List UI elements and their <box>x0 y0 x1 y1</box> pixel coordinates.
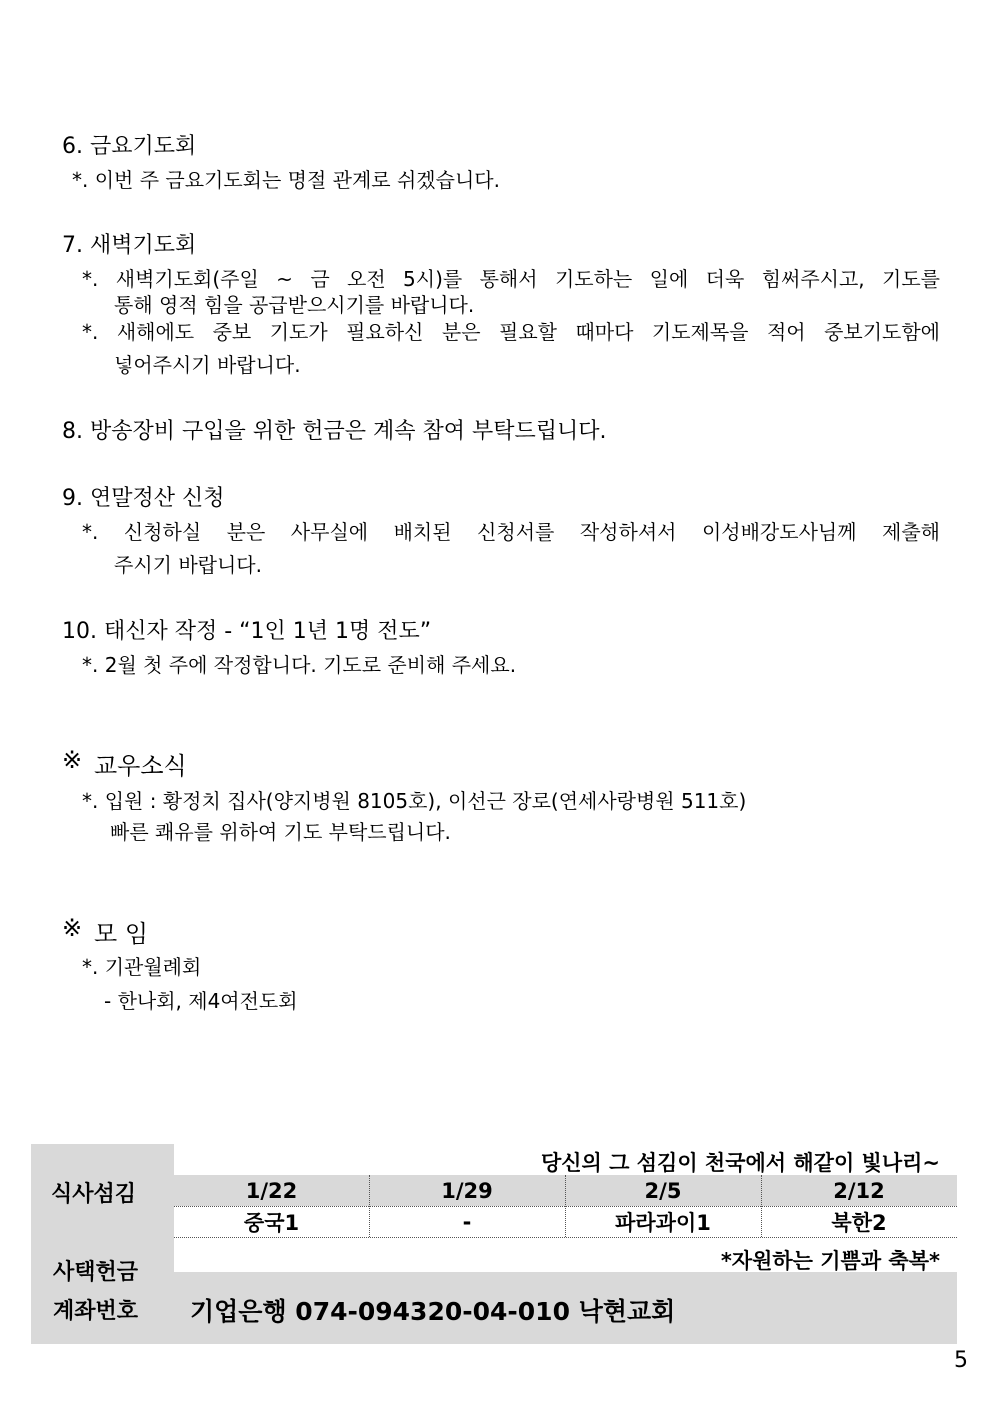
reference-mark-icon: ※ <box>62 914 83 942</box>
account-label: 계좌번호 <box>53 1299 139 1324</box>
date-cell: 1/29 <box>441 1178 493 1203</box>
team-cell: 북한2 <box>831 1210 887 1235</box>
news-line-2: 빠른 쾌유를 위하여 기도 부탁드립니다. <box>110 820 451 844</box>
team-cell: 중국1 <box>243 1210 300 1235</box>
section-7-item-1-line1: *. 새벽기도회(주일 ~ 금 오전 5시)를 통해서 기도하는 일에 더욱 힘써주시고, 기도를 <box>82 267 940 291</box>
section-7-title: 7. 새벽기도회 <box>62 233 197 258</box>
account-number: 기업은행 074-094320-04-010 낙현교회 <box>190 1297 676 1326</box>
meeting-title: 모 임 <box>94 920 148 948</box>
serving-label: 식사섬김 <box>51 1182 137 1207</box>
date-cell: 1/22 <box>245 1178 298 1203</box>
section-6-item: *. 이번 주 금요기도회는 명절 관계로 쉬겠습니다. <box>72 168 500 192</box>
reference-mark-icon: ※ <box>62 746 83 774</box>
table-divider <box>174 1237 957 1238</box>
section-6-title: 6. 금요기도회 <box>62 134 197 159</box>
section-9-item-line1: *. 신청하실 분은 사무실에 배치된 신청서를 작성하셔서 이성배강도사님께 제출해 <box>82 520 940 544</box>
section-7-item-2-line1: *. 새해에도 중보 기도가 필요하신 분은 필요할 때마다 기도제목을 적어 중보기도함에 <box>82 320 940 344</box>
section-7-item-2-line2: 넣어주시기 바랍니다. <box>114 353 301 377</box>
motto: 당신의 그 섬김이 천국에서 해같이 빛나리~ <box>540 1151 940 1175</box>
team-cell: - <box>462 1209 472 1234</box>
section-7-item-1-line2: 통해 영적 힘을 공급받으시기를 바랍니다. <box>114 293 475 317</box>
offering-label: 사택헌금 <box>53 1260 139 1285</box>
news-line-1: *. 입원 : 황정치 집사(양지병원 8105호), 이선근 장로(연세사랑병원 511호) <box>82 789 747 813</box>
section-9-item-line2: 주시기 바랍니다. <box>114 553 262 577</box>
section-10-title: 10. 태신자 작정 - “1인 1년 1명 전도” <box>62 619 432 644</box>
team-cell: 파라과이1 <box>615 1210 711 1235</box>
date-cell: 2/5 <box>644 1178 682 1203</box>
date-cell: 2/12 <box>833 1178 885 1203</box>
page-number: 5 <box>954 1348 968 1373</box>
news-title: 교우소식 <box>94 752 187 780</box>
meeting-line-2: - 한나회, 제4여전도회 <box>104 989 298 1013</box>
table-divider <box>174 1206 957 1207</box>
section-8-title: 8. 방송장비 구입을 위한 헌금은 계속 참여 부탁드립니다. <box>62 419 607 444</box>
meeting-line-1: *. 기관월례회 <box>82 955 202 979</box>
offering-note: *자원하는 기쁨과 축복* <box>720 1249 940 1273</box>
section-9-title: 9. 연말정산 신청 <box>62 486 225 511</box>
section-10-item: *. 2월 첫 주에 작정합니다. 기도로 준비해 주세요. <box>82 653 517 677</box>
